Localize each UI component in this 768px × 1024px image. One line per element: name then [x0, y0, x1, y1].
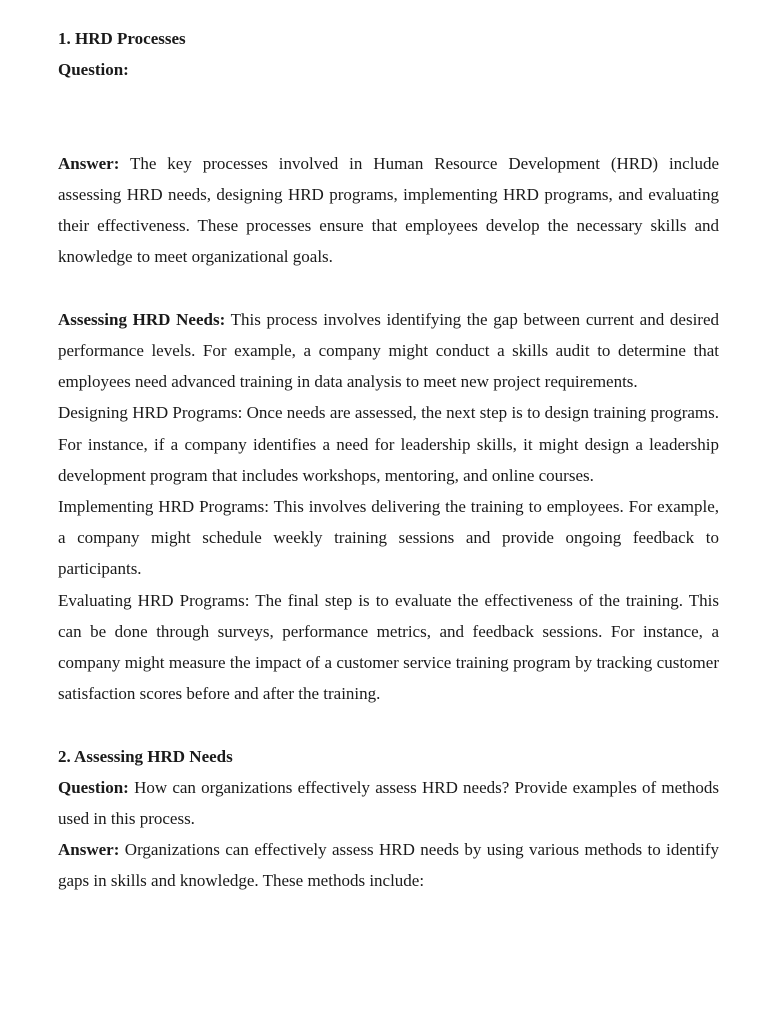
section-1-answer	[58, 148, 719, 273]
answer-label: Answer:	[58, 840, 120, 860]
section-2-heading: 2. Assessing HRD Needs	[58, 746, 233, 766]
answer-label: Answer:	[58, 153, 120, 173]
answer-text: The key processes involved in Human Resource Development (HRD) include assessing HRD needs, designing HRD programs, implementing HRD programs, and evaluating their effectiveness. These processes ensure that employees develop the necessary skills and knowledge to meet organizational goals.	[58, 153, 719, 267]
blank-space	[58, 709, 719, 740]
section-2-question	[58, 772, 719, 834]
blank-space	[58, 85, 719, 147]
implementing-paragraph: Implementing HRD Programs: This involves delivering the training to employees. For example, a company might schedule weekly training sessions and provide ongoing feedback to participants.	[58, 497, 719, 579]
question-label: Question:	[58, 777, 129, 797]
evaluating-paragraph: Evaluating HRD Programs: The final step is to evaluate the effectiveness of the training. This can be done through surveys, performance metrics, and feedback sessions. For instance, a company might measure the impact of a customer service training program by tracking customer satisfaction scores before and after the training.	[58, 590, 719, 704]
section-2-answer	[58, 834, 719, 896]
section-1-question-label: Question:	[58, 60, 129, 80]
blank-space	[58, 273, 719, 304]
document-page	[58, 23, 719, 897]
section-1-heading: 1. HRD Processes	[58, 29, 186, 48]
assessing-label: Assessing HRD Needs:	[58, 309, 226, 329]
assessing-text: This process involves identifying the gap between current and desired performance levels. For example, a company might conduct a skills audit to determine that employees need advanced training in data analysis to meet new project requirements.	[58, 309, 719, 392]
assessing-paragraph	[58, 304, 719, 398]
question-text: How can organizations effectively assess HRD needs? Provide examples of methods used in this process.	[58, 777, 720, 829]
designing-paragraph: Designing HRD Programs: Once needs are assessed, the next step is to design training programs. For instance, if a company identifies a need for leadership skills, it might design a leadership development program that includes workshops, mentoring, and online courses.	[58, 403, 719, 485]
answer-text: Organizations can effectively assess HRD needs by using various methods to identify gaps in skills and knowledge. These methods include:	[58, 840, 719, 891]
